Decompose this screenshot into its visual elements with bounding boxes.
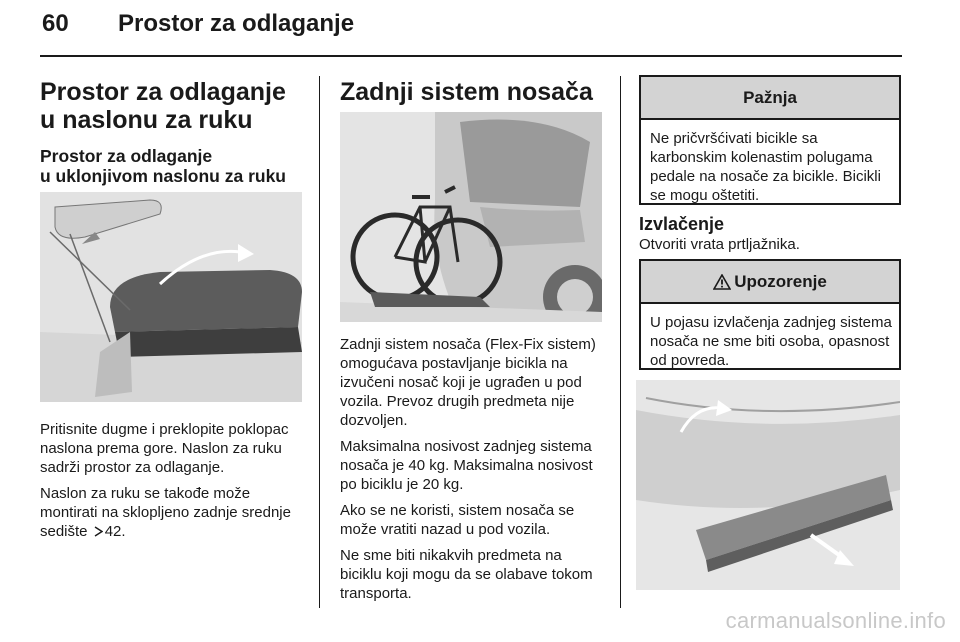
left-body — [40, 420, 308, 548]
subtitle-line: Prostor za odlaganje — [40, 146, 213, 166]
paragraph: Ne sme biti nikakvih predmeta na biciklu koji mogu da se olabave tokom transporta. — [340, 547, 593, 602]
subtitle-line: u uklonjivom naslonu za ruku — [40, 166, 286, 186]
left-column — [40, 78, 308, 186]
paragraph: Pritisnite dugme i preklopite poklopac naslona prema gore. Naslon za ruku sadrži prostor za odlaganje. — [40, 421, 289, 476]
running-title: Prostor za odlaganje — [118, 10, 355, 37]
notice-text: Ne pričvršćivati bicikle sa karbonskim kolenastim polugama pedale na nosače za bicikle. Bicikli se mogu oštetiti. — [650, 130, 881, 204]
armrest-illustration — [40, 192, 302, 402]
paragraph-text: Naslon za ruku se takođe može montirati na sklopljeno zadnje srednje sedište — [40, 485, 291, 540]
title-line: Prostor za odlaganje — [40, 78, 286, 106]
section-title-carrier: Zadnji sistem nosača — [340, 78, 593, 106]
paragraph: Ako se ne koristi, sistem nosača se može vratiti nazad u pod vozila. — [340, 502, 575, 538]
paragraph: Maksimalna nosivost zadnjeg sistema nosača je 40 kg. Maksimalna nosivost po biciklu je 20 kg. — [340, 438, 593, 493]
paragraph — [40, 484, 308, 541]
warning-header — [641, 261, 899, 304]
title-line: u naslonu za ruku — [40, 106, 253, 134]
warning-text: U pojasu izvlačenja zadnjeg sistema nosača ne sme biti osoba, opasnost od povreda. — [650, 314, 892, 369]
warning-title: Upozorenje — [734, 271, 827, 291]
notice-box — [639, 75, 901, 205]
section-title-armrest — [40, 78, 308, 134]
warning-box — [639, 259, 901, 370]
warning-triangle-icon — [713, 274, 731, 290]
section-title-extraction: Izvlačenje — [639, 214, 725, 234]
subsection-title-armrest — [40, 146, 308, 186]
column-divider-left — [319, 76, 320, 608]
notice-title: Pažnja — [641, 77, 899, 120]
page-reference: 42. — [104, 523, 126, 540]
watermark: carmanualsonline.info — [725, 608, 946, 633]
page-reference-arrow-icon — [94, 526, 103, 537]
header-rule — [40, 55, 902, 57]
extraction-text: Otvoriti vrata prtljažnika. — [639, 236, 800, 253]
paragraph: Zadnji sistem nosača (Flex-Fix sistem) omogućava postavljanje bicikla na izvučeni nosač koji je ugrađen u pod vozila. Prevoz drugih predmeta nije dozvoljen. — [340, 336, 596, 429]
column-divider-right — [620, 76, 621, 608]
middle-body — [340, 335, 606, 610]
extraction-illustration — [636, 380, 900, 590]
page-number: 60 — [42, 10, 69, 37]
bike-carrier-illustration — [340, 112, 602, 322]
